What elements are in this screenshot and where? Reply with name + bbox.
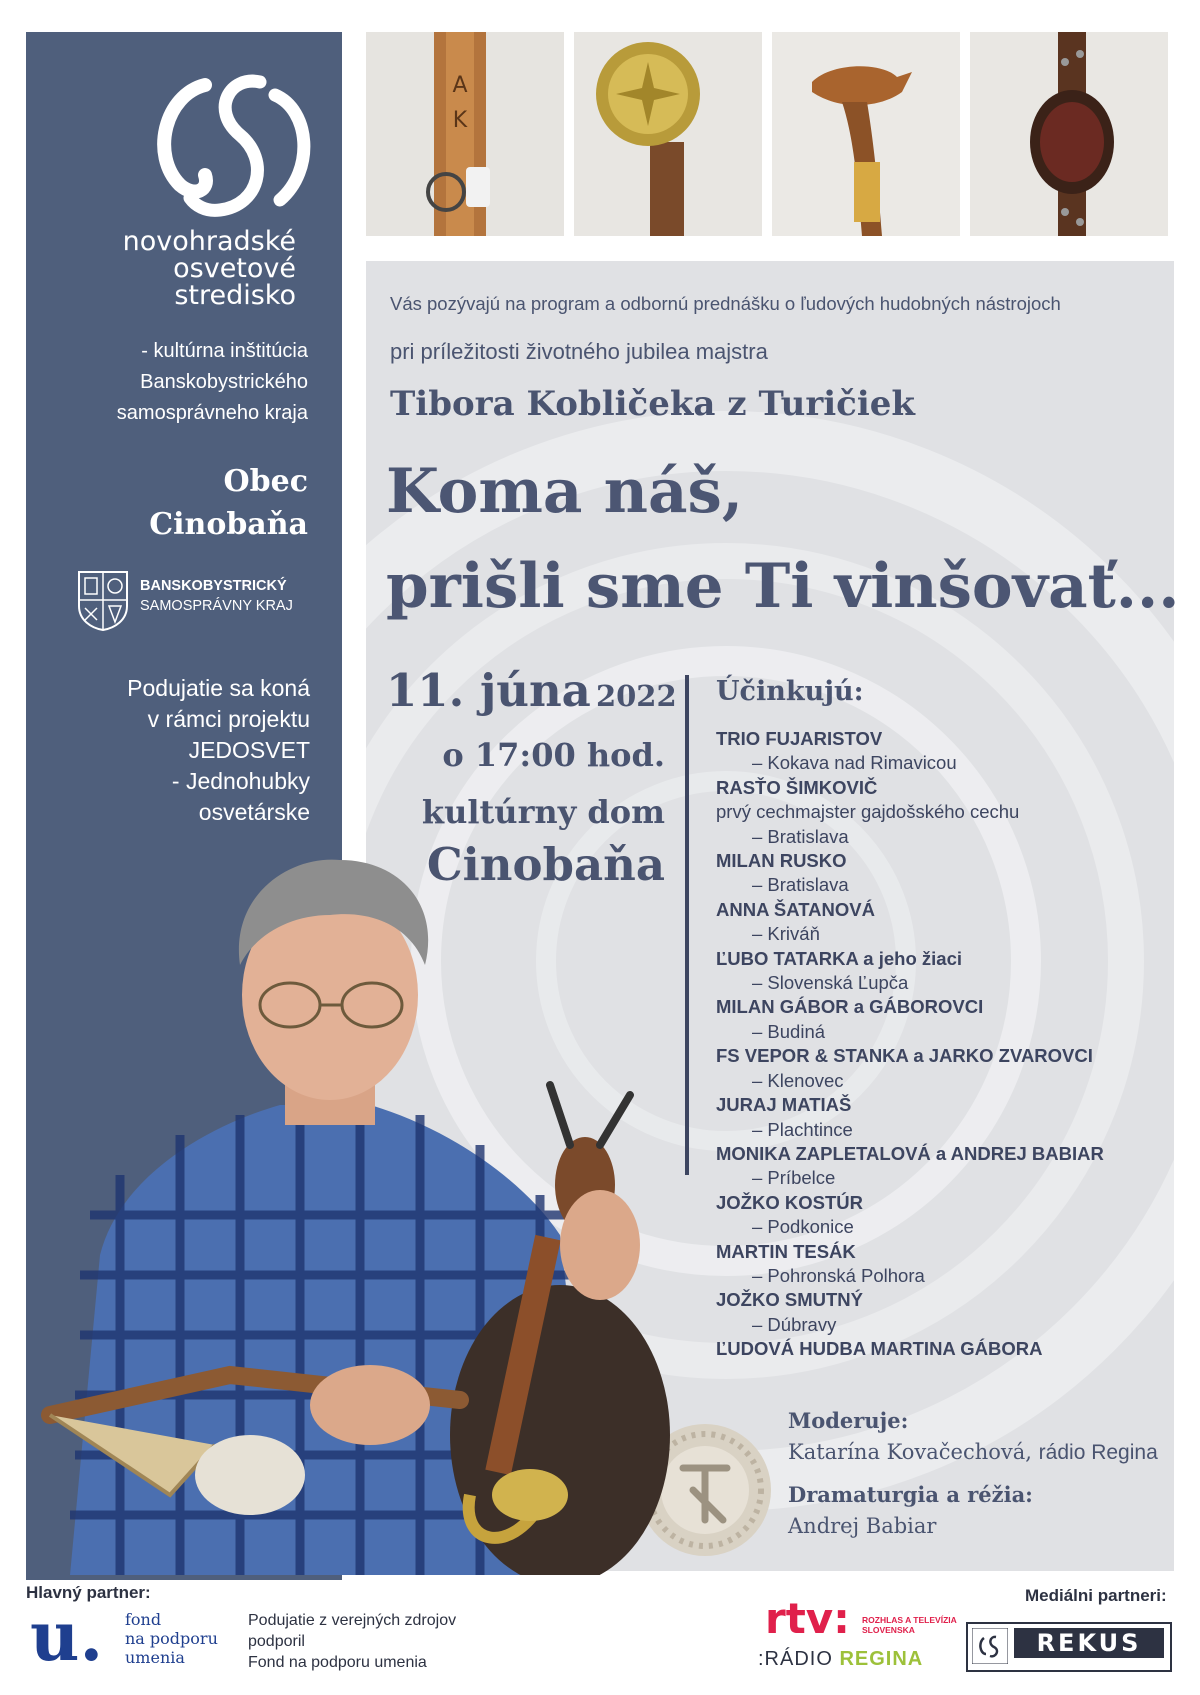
performer-place: – Bratislava	[752, 825, 849, 847]
performer-name: ĽUDOVÁ HUDBA MARTINA GÁBORA	[716, 1338, 1043, 1360]
rtv-subtitle-line: SLOVENSKA	[862, 1625, 915, 1635]
performer-note: prvý cechmajster gajdošského cechu	[716, 801, 1020, 823]
performer-name: JURAJ MATIAŠ	[716, 1094, 852, 1116]
performer-line	[716, 995, 1104, 1019]
performer-line	[716, 1264, 1104, 1288]
performer-line	[716, 727, 1104, 751]
performer-name: MARTIN TESÁK	[716, 1240, 856, 1262]
performer-line	[716, 1093, 1104, 1117]
performer-line	[716, 873, 1104, 897]
performer-name: RASŤO ŠIMKOVIČ	[716, 776, 878, 798]
performer-line	[716, 1118, 1104, 1142]
fund-logo-text	[125, 1610, 218, 1667]
organizer-name	[40, 228, 296, 309]
coat-of-arms-icon	[75, 568, 131, 632]
event-venue-line-2: Cinobaňa	[426, 838, 665, 891]
project-line: osvetárske	[198, 799, 310, 825]
rtv-logo-icon: rtv:	[765, 1594, 850, 1643]
institution-text	[40, 336, 308, 429]
support-line: podporil	[248, 1633, 305, 1650]
performer-line	[716, 849, 1104, 873]
honoree-name: Tibora Kobličeka z Turičiek	[390, 384, 915, 424]
direction-label: Dramaturgia a réžia:	[788, 1482, 1033, 1507]
performer-line	[716, 1142, 1104, 1166]
event-year: 2022	[595, 679, 677, 713]
project-line: JEDOSVET	[188, 737, 310, 763]
performer-line	[716, 1191, 1104, 1215]
project-text	[40, 673, 310, 828]
performer-place: – Slovenská Ľupča	[752, 972, 909, 994]
project-line: - Jednohubky	[171, 768, 310, 794]
performer-line	[716, 1069, 1104, 1093]
region-text	[140, 576, 293, 616]
co-organizer	[40, 460, 308, 546]
fund-logo-icon: u.	[30, 1597, 104, 1677]
title-line-1: Koma náš,	[386, 456, 744, 527]
performer-line	[716, 800, 1104, 824]
svg-text:A: A	[452, 73, 468, 98]
rekus-mark-icon	[972, 1628, 1008, 1664]
performer-line	[716, 898, 1104, 922]
rekus-logo	[966, 1622, 1172, 1672]
performer-name: MILAN GÁBOR a GÁBOROVCI	[716, 996, 984, 1018]
performer-place: – Dúbravy	[752, 1313, 837, 1335]
performers-list	[716, 727, 1104, 1362]
photo-fujara-carving	[366, 32, 564, 236]
institution-line: Banskobystrického	[140, 371, 308, 393]
organizer-name-line: novohradské	[122, 226, 296, 257]
rekus-name: REKUS	[1014, 1628, 1164, 1658]
performer-name: FS VEPOR & STANKA a JARKO ZVAROVCI	[716, 1045, 1093, 1067]
osvetove-stredisko-logo	[110, 70, 340, 220]
performer-line	[716, 751, 1104, 775]
performer-place: – Podkonice	[752, 1216, 854, 1238]
performer-name: TRIO FUJARISTOV	[716, 728, 883, 749]
moderator-label: Moderuje:	[788, 1408, 909, 1433]
fund-logo-line: umenia	[125, 1648, 185, 1667]
event-day-month: 11. júna	[386, 664, 591, 717]
rtv-subtitle	[862, 1615, 957, 1635]
media-partners-label: Mediálni partneri:	[1025, 1586, 1167, 1605]
event-date	[386, 664, 677, 717]
performer-name: ĽUBO TATARKA a jeho žiaci	[716, 947, 962, 969]
performer-name: JOŽKO SMUTNÝ	[716, 1289, 863, 1311]
project-line: v rámci projektu	[147, 706, 310, 732]
invitation-line-2: pri príležitosti životného jubilea majstra	[390, 339, 768, 364]
support-line: Fond na podporu umenia	[248, 1654, 427, 1671]
performer-place: – Kriváň	[752, 923, 820, 945]
region-line-1: BANSKOBYSTRICKÝ	[140, 578, 287, 594]
performers-heading: Účinkujú:	[716, 676, 864, 707]
performer-line	[716, 1240, 1104, 1264]
main-partner-label: Hlavný partner:	[26, 1583, 151, 1602]
photo-bird-handle	[772, 32, 960, 236]
title-line-2: prišli sme Ti vinšovať...	[386, 551, 1180, 622]
performer-name: MILAN RUSKO	[716, 850, 847, 872]
moderator-org: rádio Regina	[1038, 1441, 1158, 1464]
performer-name: JOŽKO KOSTÚR	[716, 1191, 863, 1213]
radio-name: REGINA	[839, 1648, 924, 1670]
performer-place: – Príbelce	[752, 1167, 836, 1189]
project-line: Podujatie sa koná	[127, 675, 310, 701]
performer-line	[716, 922, 1104, 946]
fund-logo-line: na podporu	[125, 1629, 218, 1648]
performer-place: – Klenovec	[752, 1069, 844, 1091]
direction-name: Andrej Babiar	[788, 1514, 937, 1538]
fund-logo-line: fond	[125, 1610, 162, 1629]
performer-line	[716, 947, 1104, 971]
performer-line	[716, 776, 1104, 800]
performer-place: – Budiná	[752, 1020, 826, 1042]
event-venue-line-1: kultúrny dom	[421, 793, 665, 831]
event-time: o 17:00 hod.	[442, 736, 665, 774]
institution-line: samosprávneho kraja	[116, 402, 308, 424]
photo-brass-plate	[574, 32, 762, 236]
performer-line	[716, 1313, 1104, 1337]
organizer-name-line: stredisko	[174, 280, 296, 311]
performer-line	[716, 1020, 1104, 1044]
performer-line	[716, 1337, 1104, 1361]
support-line: Podujatie z verejných zdrojov	[248, 1612, 457, 1629]
performer-name: ANNA ŠATANOVÁ	[716, 898, 875, 920]
performer-line	[716, 1044, 1104, 1068]
performer-line	[716, 825, 1104, 849]
region-line-2: SAMOSPRÁVNY KRAJ	[140, 598, 293, 614]
co-organizer-line: Obec	[223, 464, 308, 499]
photo-decorated-pipe	[970, 32, 1168, 236]
moderator	[788, 1440, 1158, 1465]
performer-place: – Bratislava	[752, 874, 849, 896]
moderator-name: Katarína Kovačechová,	[788, 1440, 1032, 1464]
institution-line: - kultúrna inštitúcia	[141, 340, 308, 362]
performer-place: – Kokava nad Rimavicou	[752, 752, 957, 774]
performer-line	[716, 1215, 1104, 1239]
svg-text:K: K	[452, 108, 468, 133]
support-text	[248, 1610, 456, 1673]
invitation-line-1: Vás pozývajú na program a odbornú prednášku o ľudových hudobných nástrojoch	[390, 293, 1061, 314]
master-portrait-photo	[40, 855, 700, 1575]
performer-line	[716, 1166, 1104, 1190]
performer-name: MONIKA ZAPLETALOVÁ a ANDREJ BABIAR	[716, 1142, 1104, 1164]
performer-place: – Pohronská Polhora	[752, 1264, 925, 1286]
performer-line	[716, 1288, 1104, 1312]
rtv-subtitle-line: ROZHLAS A TELEVÍZIA	[862, 1615, 957, 1625]
organizer-name-line: osvetové	[173, 253, 296, 284]
performer-place: – Plachtince	[752, 1118, 853, 1140]
co-organizer-line: Cinobaňa	[149, 507, 308, 542]
performer-line	[716, 971, 1104, 995]
radio-regina-logo	[758, 1648, 923, 1671]
radio-prefix: :RÁDIO	[758, 1648, 833, 1670]
